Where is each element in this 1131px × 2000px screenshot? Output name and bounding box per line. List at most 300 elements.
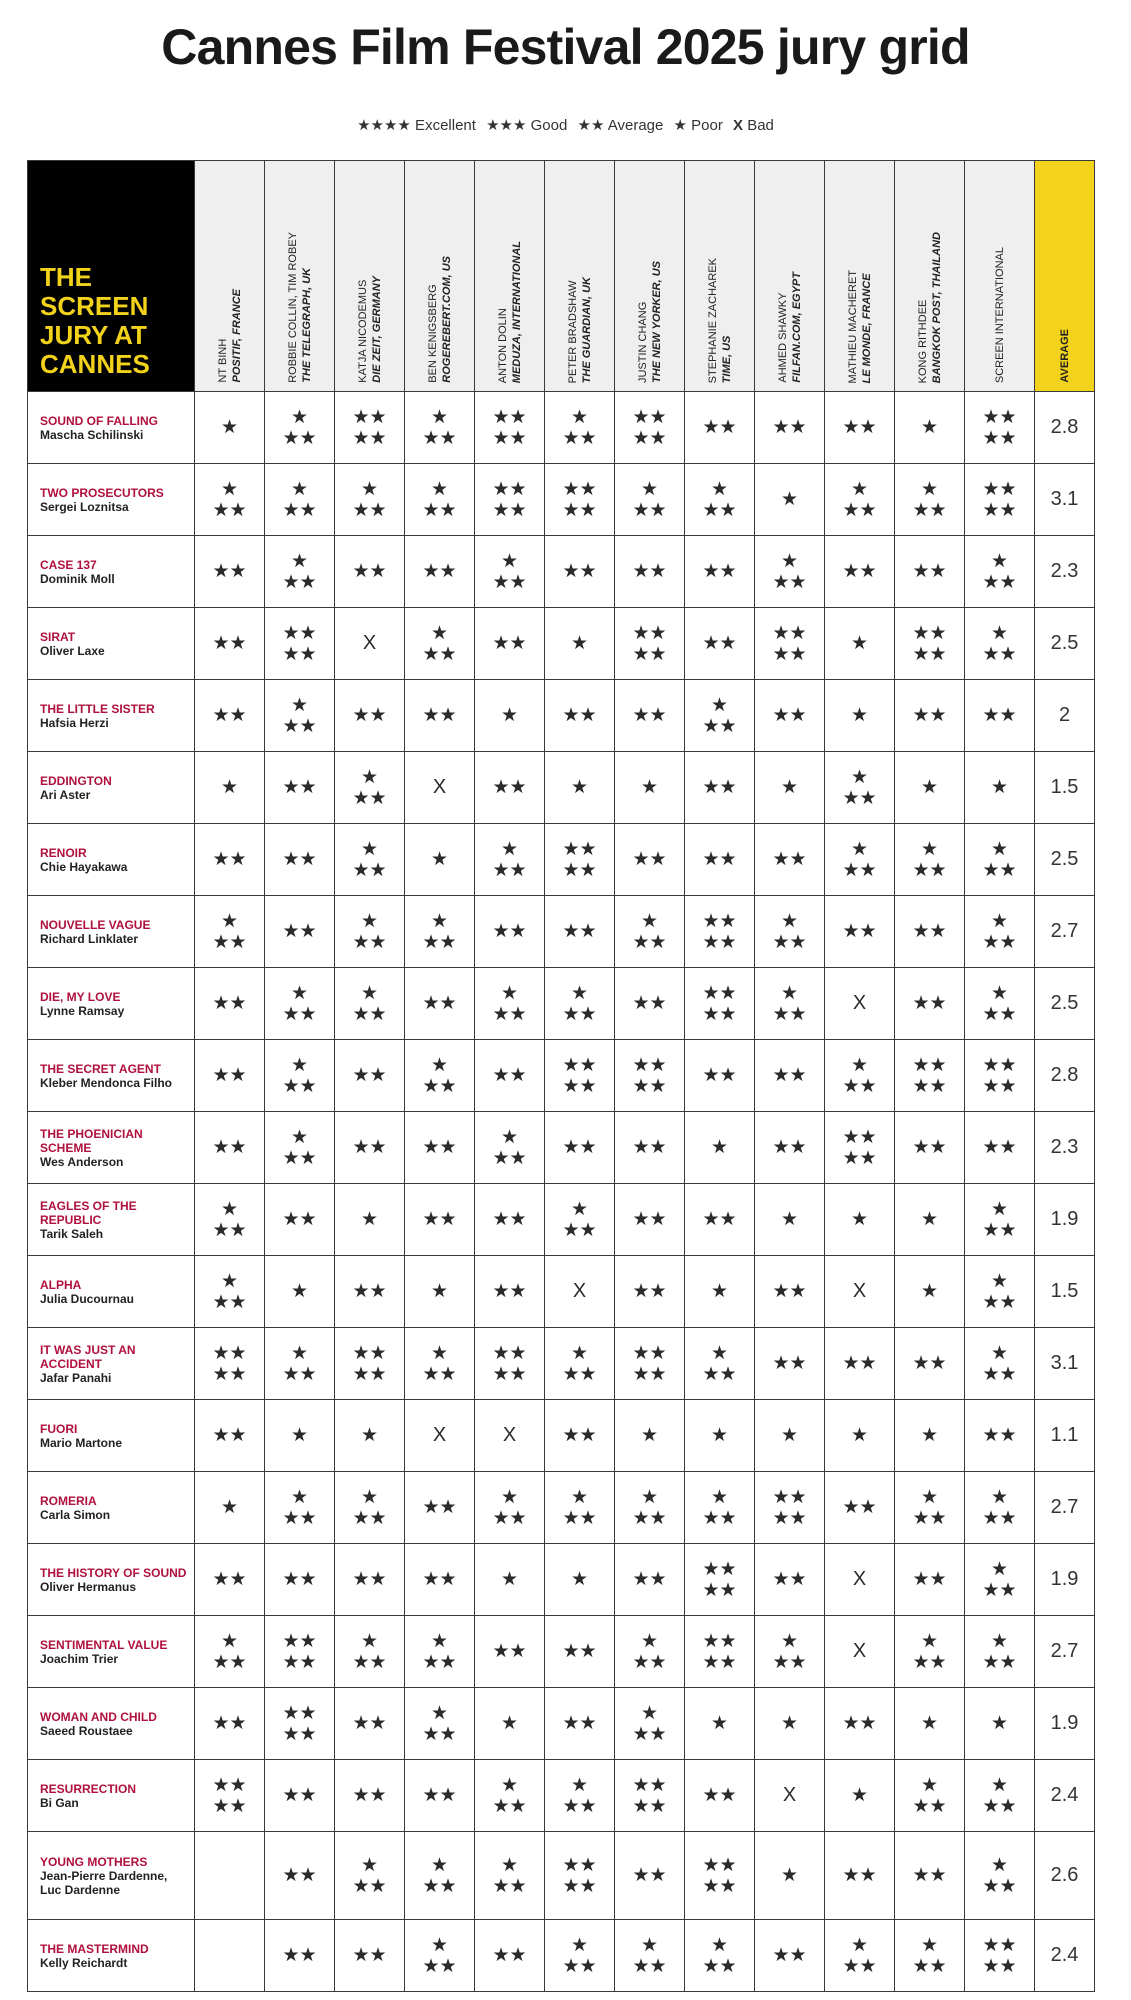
star-rating-icon: ★★: [422, 1496, 457, 1518]
film-info: [28, 558, 194, 586]
star-rating-icon: ★: [220, 1496, 239, 1518]
rating-cell: [475, 752, 545, 824]
critic-header: [685, 161, 755, 392]
rating-cell: [545, 1400, 615, 1472]
critic-header-wrap: [195, 161, 264, 391]
average-score: 2.7: [1035, 1472, 1095, 1544]
star-rating-icon: ★: [920, 1424, 939, 1446]
star-rating-icon: ★★: [352, 704, 387, 726]
rating-cell: [825, 1616, 895, 1688]
critic-header: [335, 161, 405, 392]
critic-header-wrap: [265, 161, 334, 391]
star-rating-icon: ★: [990, 1712, 1009, 1734]
star-rating-icon: ★★★★: [357, 117, 411, 134]
rating-cell: [685, 1400, 755, 1472]
film-info: [28, 414, 194, 442]
rating-cell: [195, 968, 265, 1040]
rating-cell: [755, 968, 825, 1040]
critic-publication: MEDUZA, INTERNATIONAL: [510, 240, 523, 383]
rating-cell: [755, 1328, 825, 1400]
film-info: [28, 1566, 194, 1594]
rating-cell: [895, 536, 965, 608]
bad-x-icon: X: [432, 1424, 447, 1446]
rating-cell: [405, 1112, 475, 1184]
critics-header-row: [28, 161, 1095, 392]
film-cell: [28, 392, 195, 464]
rating-cell: [895, 1112, 965, 1184]
rating-cell: [475, 680, 545, 752]
star-rating-icon: ★★: [422, 560, 457, 582]
star-rating-icon: ★★ ★★: [632, 1053, 667, 1097]
star-rating-icon: ★ ★★: [632, 477, 667, 521]
rating-cell: [545, 968, 615, 1040]
star-rating-icon: ★ ★★: [842, 765, 877, 809]
film-row: [28, 608, 1095, 680]
film-row: [28, 1184, 1095, 1256]
critic-header: [825, 161, 895, 392]
rating-cell: [965, 1616, 1035, 1688]
rating-cell: [685, 1616, 755, 1688]
star-rating-icon: ★★: [772, 848, 807, 870]
bad-x-icon: X: [852, 1568, 867, 1590]
star-rating-icon: ★★: [772, 416, 807, 438]
star-rating-icon: ★ ★★: [632, 1933, 667, 1977]
star-rating-icon: ★★: [702, 416, 737, 438]
rating-cell: [335, 1112, 405, 1184]
star-rating-icon: ★ ★★: [492, 1853, 527, 1897]
film-row: [28, 1544, 1095, 1616]
rating-cell: [195, 1760, 265, 1832]
rating-cell: [545, 1832, 615, 1920]
film-director: Jafar Panahi: [40, 1370, 112, 1385]
rating-cell: [405, 1920, 475, 1992]
critic-label: [706, 258, 734, 383]
critic-publication: BANGKOK POST, THAILAND: [930, 231, 943, 383]
rating-cell: [965, 1688, 1035, 1760]
film-info: [28, 1494, 194, 1522]
rating-cell: [685, 536, 755, 608]
rating-cell: [335, 968, 405, 1040]
star-rating-icon: ★ ★★: [492, 1773, 527, 1817]
film-info: [28, 1710, 194, 1738]
star-rating-icon: ★★: [982, 1136, 1017, 1158]
rating-cell: [195, 1616, 265, 1688]
star-rating-icon: ★★: [912, 992, 947, 1014]
star-rating-icon: ★: [990, 776, 1009, 798]
film-row: [28, 1256, 1095, 1328]
rating-cell: [825, 968, 895, 1040]
critic-name: SCREEN INTERNATIONAL: [993, 246, 1006, 383]
rating-cell: [615, 464, 685, 536]
star-rating-icon: ★ ★★: [422, 1053, 457, 1097]
film-director: Tarik Saleh: [40, 1226, 104, 1241]
critic-publication: LE MONDE, FRANCE: [860, 273, 873, 383]
film-info: [28, 1199, 194, 1241]
rating-cell: [405, 1328, 475, 1400]
film-title: ROMERIA: [40, 1493, 97, 1508]
rating-cell: [475, 1184, 545, 1256]
film-title: EAGLES OF THE REPUBLIC: [40, 1198, 137, 1227]
star-rating-icon: ★: [780, 1712, 799, 1734]
rating-cell: [965, 824, 1035, 896]
bad-x-icon: X: [782, 1784, 797, 1806]
critic-label: [566, 277, 594, 383]
critic-label: [426, 256, 454, 383]
rating-cell: [825, 1112, 895, 1184]
jury-grid: [27, 160, 1095, 1992]
rating-cell: [615, 392, 685, 464]
average-score: 2.6: [1035, 1832, 1095, 1920]
film-info: [28, 1062, 194, 1090]
rating-cell: [965, 680, 1035, 752]
star-rating-icon: ★★: [842, 1864, 877, 1886]
rating-cell: [685, 1328, 755, 1400]
star-rating-icon: ★★: [562, 920, 597, 942]
rating-cell: [825, 1832, 895, 1920]
star-rating-icon: ★★: [422, 1136, 457, 1158]
star-rating-icon: ★★: [492, 1640, 527, 1662]
rating-cell: [895, 1832, 965, 1920]
star-rating-icon: ★★: [212, 992, 247, 1014]
rating-cell: [685, 1256, 755, 1328]
rating-cell: [265, 1328, 335, 1400]
star-rating-icon: ★★ ★★: [912, 621, 947, 665]
critic-header-wrap: [965, 161, 1034, 391]
star-rating-icon: ★ ★★: [562, 1341, 597, 1385]
star-rating-icon: ★★: [842, 1352, 877, 1374]
rating-cell: [335, 824, 405, 896]
star-rating-icon: ★ ★★: [282, 405, 317, 449]
rating-cell: [825, 896, 895, 968]
rating-cell: [685, 608, 755, 680]
rating-cell: [545, 896, 615, 968]
film-cell: [28, 1920, 195, 1992]
star-rating-icon: ★★: [492, 776, 527, 798]
star-rating-icon: ★ ★★: [702, 477, 737, 521]
film-row: [28, 1616, 1095, 1688]
film-info: [28, 774, 194, 802]
film-director: Bi Gan: [40, 1795, 79, 1810]
rating-cell: [475, 536, 545, 608]
rating-cell: [545, 1544, 615, 1616]
critic-header-wrap: [545, 161, 614, 391]
rating-cell: [825, 608, 895, 680]
film-director: Julia Ducournau: [40, 1291, 135, 1306]
rating-cell: [685, 1112, 755, 1184]
critic-header: [755, 161, 825, 392]
film-cell: [28, 1472, 195, 1544]
star-rating-icon: ★★: [212, 560, 247, 582]
rating-cell: [545, 824, 615, 896]
rating-cell: [895, 1400, 965, 1472]
rating-cell: [405, 1760, 475, 1832]
rating-cell: [475, 896, 545, 968]
rating-cell: [615, 824, 685, 896]
average-score: 1.5: [1035, 752, 1095, 824]
rating-cell: [965, 1040, 1035, 1112]
rating-cell: [825, 1920, 895, 1992]
star-rating-icon: ★★: [352, 1712, 387, 1734]
rating-cell: [265, 824, 335, 896]
film-director: Jean-Pierre Dardenne, Luc Dardenne: [40, 1868, 168, 1897]
star-rating-icon: ★: [430, 848, 449, 870]
rating-cell: [825, 464, 895, 536]
film-director: Saeed Roustaee: [40, 1723, 133, 1738]
rating-cell: [475, 1688, 545, 1760]
film-title: IT WAS JUST AN ACCIDENT: [40, 1342, 136, 1371]
star-rating-icon: ★: [500, 1712, 519, 1734]
rating-cell: [405, 1472, 475, 1544]
rating-cell: [685, 392, 755, 464]
rating-cell: [195, 1040, 265, 1112]
star-rating-icon: ★★ ★★: [982, 1933, 1017, 1977]
star-rating-icon: ★ ★★: [982, 1853, 1017, 1897]
film-director: Joachim Trier: [40, 1651, 119, 1666]
star-rating-icon: ★★: [912, 560, 947, 582]
rating-cell: [895, 896, 965, 968]
rating-cell: [195, 536, 265, 608]
star-rating-icon: ★★ ★★: [912, 1053, 947, 1097]
film-row: [28, 752, 1095, 824]
star-rating-icon: ★★: [212, 1064, 247, 1086]
rating-cell: [755, 1040, 825, 1112]
critic-label: [993, 247, 1007, 383]
star-rating-icon: ★: [640, 776, 659, 798]
rating-cell: [195, 1184, 265, 1256]
film-row: [28, 392, 1095, 464]
rating-cell: [755, 680, 825, 752]
rating-cell: [265, 1920, 335, 1992]
film-title: TWO PROSECUTORS: [40, 485, 164, 500]
rating-cell: [685, 1040, 755, 1112]
rating-cell: [475, 1832, 545, 1920]
legend-label: Good: [526, 117, 568, 134]
film-director: Kelly Reichardt: [40, 1955, 128, 1970]
film-title: DIE, MY LOVE: [40, 989, 121, 1004]
film-title: RESURRECTION: [40, 1781, 137, 1796]
rating-cell: [265, 1040, 335, 1112]
film-info: [28, 1638, 194, 1666]
rating-cell: [335, 392, 405, 464]
star-rating-icon: ★★ ★★: [352, 405, 387, 449]
rating-cell: [545, 464, 615, 536]
star-rating-icon: ★: [780, 488, 799, 510]
rating-cell: [335, 680, 405, 752]
rating-cell: [195, 464, 265, 536]
star-rating-icon: ★★ ★★: [282, 1629, 317, 1673]
critic-label: [776, 272, 804, 383]
film-cell: [28, 752, 195, 824]
rating-cell: [685, 1184, 755, 1256]
rating-cell: [265, 536, 335, 608]
rating-cell: [895, 1256, 965, 1328]
rating-cell: [755, 824, 825, 896]
star-rating-icon: ★★: [772, 1352, 807, 1374]
star-rating-icon: ★ ★★: [352, 909, 387, 953]
rating-cell: [895, 464, 965, 536]
rating-cell: [405, 1832, 475, 1920]
rating-cell: [265, 1472, 335, 1544]
rating-cell: [545, 536, 615, 608]
bad-x-icon: X: [502, 1424, 517, 1446]
star-rating-icon: ★★: [212, 1136, 247, 1158]
rating-cell: [615, 1616, 685, 1688]
star-rating-icon: ★★: [212, 632, 247, 654]
star-rating-icon: ★ ★★: [422, 1933, 457, 1977]
critic-name: STEPHANIE ZACHAREK: [706, 257, 719, 383]
star-rating-icon: ★ ★★: [212, 1197, 247, 1241]
average-score: 2.7: [1035, 1616, 1095, 1688]
rating-cell: [545, 1760, 615, 1832]
star-rating-icon: ★ ★★: [982, 621, 1017, 665]
rating-cell: [405, 968, 475, 1040]
rating-cell: [405, 824, 475, 896]
star-rating-icon: ★ ★★: [282, 1125, 317, 1169]
critic-name: KATJA NICODEMUS: [356, 279, 369, 383]
rating-cell: [965, 1920, 1035, 1992]
star-rating-icon: ★ ★★: [842, 1053, 877, 1097]
critic-publication: THE GUARDIAN, UK: [580, 276, 593, 383]
film-info: [28, 1127, 194, 1169]
rating-cell: [755, 536, 825, 608]
rating-cell: [265, 464, 335, 536]
star-rating-icon: ★: [430, 1280, 449, 1302]
star-rating-icon: ★: [220, 776, 239, 798]
rating-cell: [895, 1544, 965, 1616]
star-rating-icon: ★ ★★: [702, 1485, 737, 1529]
rating-cell: [545, 392, 615, 464]
film-director: Ari Aster: [40, 787, 91, 802]
rating-cell: [195, 896, 265, 968]
rating-cell: [265, 1760, 335, 1832]
star-rating-icon: ★: [710, 1280, 729, 1302]
rating-cell: [825, 536, 895, 608]
rating-cell: [615, 968, 685, 1040]
film-title: SENTIMENTAL VALUE: [40, 1637, 168, 1652]
star-rating-icon: ★★: [492, 920, 527, 942]
star-rating-icon: ★★: [492, 632, 527, 654]
star-rating-icon: ★★: [492, 1064, 527, 1086]
star-rating-icon: ★★: [562, 704, 597, 726]
film-cell: [28, 896, 195, 968]
star-rating-icon: ★★: [422, 992, 457, 1014]
critic-publication: DIE ZEIT, GERMANY: [370, 276, 383, 383]
star-rating-icon: ★ ★★: [352, 477, 387, 521]
star-rating-icon: ★★ ★★: [212, 1773, 247, 1817]
rating-cell: [965, 1400, 1035, 1472]
film-director: Oliver Hermanus: [40, 1579, 137, 1594]
critic-publication: TIME, US: [720, 335, 733, 383]
legend-item: [733, 117, 774, 134]
star-rating-icon: ★ ★★: [492, 549, 527, 593]
star-rating-icon: ★★: [632, 704, 667, 726]
rating-cell: [195, 1832, 265, 1920]
rating-cell: [265, 1112, 335, 1184]
rating-cell: [195, 1256, 265, 1328]
film-cell: [28, 968, 195, 1040]
star-rating-icon: ★★ ★★: [982, 477, 1017, 521]
rating-cell: [475, 1544, 545, 1616]
star-rating-icon: ★ ★★: [212, 909, 247, 953]
rating-cell: [615, 1040, 685, 1112]
star-rating-icon: ★ ★★: [562, 1485, 597, 1529]
star-rating-icon: ★: [850, 704, 869, 726]
film-title: NOUVELLE VAGUE: [40, 917, 151, 932]
average-score: 2.5: [1035, 608, 1095, 680]
film-title: THE SECRET AGENT: [40, 1061, 161, 1076]
rating-cell: [755, 752, 825, 824]
star-rating-icon: ★★ ★★: [702, 1853, 737, 1897]
film-info: [28, 702, 194, 730]
star-rating-icon: ★★ ★★: [492, 477, 527, 521]
star-rating-icon: ★★★: [486, 117, 527, 134]
star-rating-icon: ★: [570, 1568, 589, 1590]
rating-cell: [265, 968, 335, 1040]
star-rating-icon: ★ ★★: [912, 1933, 947, 1977]
star-rating-icon: ★★: [632, 992, 667, 1014]
star-rating-icon: ★★: [912, 1136, 947, 1158]
film-info: [28, 1855, 194, 1897]
rating-cell: [545, 1472, 615, 1544]
rating-cell: [685, 1920, 755, 1992]
film-title: THE HISTORY OF SOUND: [40, 1565, 187, 1580]
star-rating-icon: ★★ ★★: [562, 477, 597, 521]
average-header: [1035, 161, 1095, 392]
film-info: [28, 1422, 194, 1450]
star-rating-icon: ★★: [842, 1712, 877, 1734]
star-rating-icon: ★★ ★★: [212, 1341, 247, 1385]
film-cell: [28, 608, 195, 680]
rating-cell: [405, 1616, 475, 1688]
film-row: [28, 968, 1095, 1040]
film-title: THE PHOENICIAN SCHEME: [40, 1126, 143, 1155]
star-rating-icon: ★: [920, 1280, 939, 1302]
rating-cell: [825, 680, 895, 752]
film-title: RENOIR: [40, 845, 87, 860]
star-rating-icon: ★★: [492, 1280, 527, 1302]
star-rating-icon: ★ ★★: [282, 1341, 317, 1385]
rating-cell: [685, 464, 755, 536]
star-rating-icon: ★★: [842, 416, 877, 438]
critic-label: [356, 276, 384, 383]
rating-cell: [685, 752, 755, 824]
star-rating-icon: ★: [570, 776, 589, 798]
film-director: Hafsia Herzi: [40, 715, 109, 730]
star-rating-icon: ★ ★★: [702, 1933, 737, 1977]
star-rating-icon: ★ ★★: [912, 477, 947, 521]
star-rating-icon: ★ ★★: [632, 909, 667, 953]
rating-cell: [755, 1472, 825, 1544]
rating-cell: [965, 968, 1035, 1040]
legend-item: [486, 117, 567, 134]
average-header-wrap: [1035, 161, 1094, 391]
film-info: [28, 486, 194, 514]
rating-cell: [195, 1400, 265, 1472]
rating-cell: [195, 392, 265, 464]
rating-cell: [895, 1184, 965, 1256]
rating-cell: [545, 1184, 615, 1256]
star-rating-icon: ★★: [282, 848, 317, 870]
critic-name: KONG RITHDEE: [916, 299, 929, 383]
rating-cell: [615, 1760, 685, 1832]
star-rating-icon: ★ ★★: [632, 1701, 667, 1745]
film-info: [28, 1278, 194, 1306]
star-rating-icon: ★★: [632, 1208, 667, 1230]
star-rating-icon: ★ ★★: [562, 1773, 597, 1817]
star-rating-icon: ★★: [212, 1712, 247, 1734]
film-director: Kleber Mendonca Filho: [40, 1075, 173, 1090]
rating-cell: [615, 1544, 685, 1616]
